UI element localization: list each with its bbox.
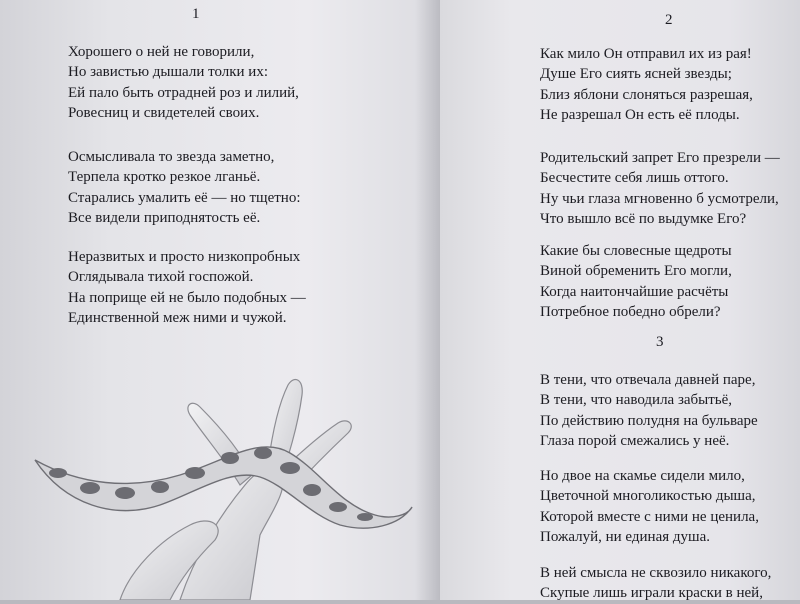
stanza: [540, 466, 759, 548]
poem-line: Бесчестите себя лишь оттого.: [540, 170, 729, 187]
stanza: [540, 370, 758, 452]
poem-line: Но завистью дышали толки их:: [68, 64, 269, 81]
stanza: [540, 241, 732, 323]
poem-line: Ровесниц и свидетелей своих.: [68, 105, 260, 122]
poem-line: Какие бы словесные щедроты: [540, 243, 732, 259]
poem-line: Когда наитончайшие расчёты: [540, 283, 729, 300]
poem-line: Пожалуй, ни единая душа.: [540, 529, 710, 546]
poem-line: Что вышло всё по выдумке Его?: [540, 211, 747, 228]
stanza: [68, 247, 306, 329]
poem-line: Ну чьи глаза мгновенно б усмотрели,: [540, 190, 779, 207]
hand-snake-illustration: [20, 365, 420, 600]
poem-line: Но двое на скамье сидели мило,: [540, 468, 745, 484]
poem-line: На поприще ей не было подобных —: [68, 289, 306, 306]
poem-line: Которой вместе с ними не ценила,: [540, 508, 759, 525]
poem-line: Близ яблони слоняться разрешая,: [540, 86, 753, 103]
right-page: [440, 0, 800, 600]
poem-line: Душе Его сиять ясней звезды;: [540, 66, 732, 83]
poem-number: 2: [665, 12, 673, 28]
poem-line: Неразвитых и просто низкопробных: [68, 249, 301, 265]
poem-line: В ней смысла не сквозило никакого,: [540, 565, 772, 581]
poem-line: Старались умалить её — но тщетно:: [68, 189, 301, 206]
poem-number: 1: [192, 6, 200, 22]
poem-line: Скупые лишь играли краски в ней,: [540, 585, 763, 602]
poem-line: По действию полудня на бульваре: [540, 412, 758, 429]
poem-line: Хорошего о ней не говорили,: [68, 44, 255, 60]
poem-line: Не разрешал Он есть её плоды.: [540, 107, 740, 124]
poem-number: 3: [656, 334, 664, 350]
poem-line: В тени, что отвечала давней паре,: [540, 372, 756, 388]
poem-line: Виной обременить Его могли,: [540, 263, 732, 280]
poem-line: Цветочной многоликостью дыша,: [540, 488, 756, 505]
stanza: [540, 44, 753, 126]
stanza: [540, 563, 771, 604]
stanza: [68, 147, 301, 229]
poem-line: Глаза порой смежались у неё.: [540, 433, 730, 450]
stanza: [68, 42, 299, 124]
poem-line: Оглядывала тихой госпожой.: [68, 269, 254, 286]
poem-line: В тени, что наводила забытьё,: [540, 392, 733, 409]
poem-line: Ей пало быть отрадней роз и лилий,: [68, 84, 299, 101]
poem-line: Терпела кротко резкое лганьё.: [68, 169, 261, 186]
poem-line: Все видели приподнятость её.: [68, 210, 261, 227]
poem-line: Осмысливала то звезда заметно,: [68, 149, 275, 165]
poem-line: Потребное победно обрели?: [540, 304, 721, 321]
poem-line: Единственной меж ними и чужой.: [68, 310, 287, 327]
poem-line: Как мило Он отправил их из рая!: [540, 46, 752, 62]
stanza: [540, 148, 780, 230]
poem-line: Родительский запрет Его презрели —: [540, 150, 780, 166]
